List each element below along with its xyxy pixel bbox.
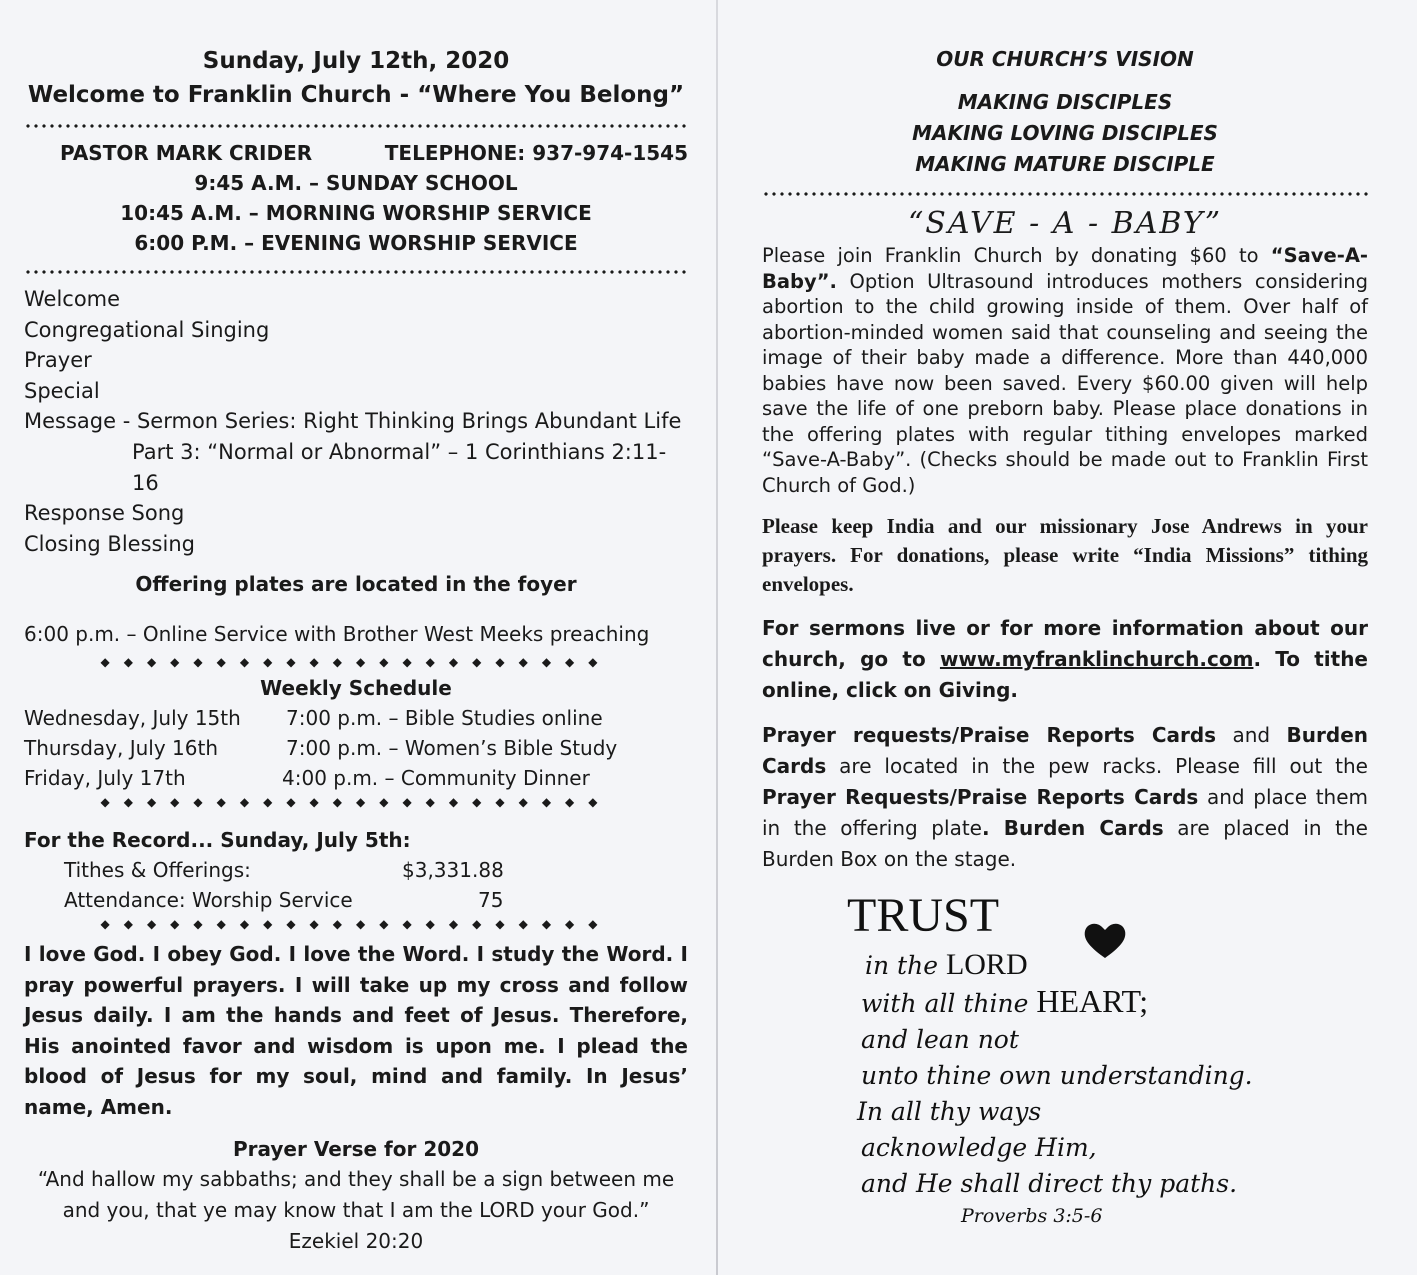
tithes-value: $3,331.88 — [402, 858, 504, 883]
save-a-baby-body: Option Ultrasound introduces mothers considering abortion to the child growing inside of them. Over half of abortion-minded women said that counseling and seeing the image of their baby made a difference. More than 440,000 babies have now been saved. Every $60.00 given will help save the life of one preborn baby. Please place donations in the offering plates with regular tithing envelopes marked “Save-A-Baby”. (Checks should be made out to Franklin First Church of God.) — [762, 269, 1368, 497]
schedule-row — [24, 703, 688, 733]
prayer-verse-title: Prayer Verse for 2020 — [232, 1137, 479, 1162]
schedule-event: 4:00 p.m. – Community Dinner — [282, 766, 590, 791]
order-item: Welcome — [24, 287, 121, 311]
save-a-baby-intro: Please join Franklin Church by donating $60 to — [762, 244, 1259, 267]
vision-item: MAKING DISCIPLES — [957, 90, 1173, 114]
schedule-event: 7:00 p.m. – Women’s Bible Study — [286, 736, 618, 761]
vision-title: OUR CHURCH’S VISION — [936, 47, 1194, 71]
pastor-name: PASTOR MARK CRIDER — [60, 141, 313, 165]
service-time: 9:45 A.M. – SUNDAY SCHOOL — [194, 171, 518, 195]
order-item: Congregational Singing — [24, 317, 270, 342]
verse-line — [845, 983, 1315, 1022]
church-website-link[interactable]: www.myfranklinchurch.com — [939, 647, 1254, 671]
tithes-row — [24, 855, 688, 885]
sermons-note — [762, 613, 1368, 706]
verse-line: unto thine own understanding. — [861, 1061, 1253, 1090]
bulletin-date: Sunday, July 12th, 2020 — [202, 48, 510, 74]
order-item: Special — [24, 378, 100, 403]
daily-prayer: I love God. I obey God. I love the Word. I study the Word. I pray powerful prayers. I will take up my cross and follow Jesus daily. I am the hands and feet of Jesus. Therefore, His anointed favor and wisdom is upon me. I plead the blood of Jesus for my soul, mind and family. In Jesus’ name, Amen. — [24, 942, 688, 1119]
dotted-divider — [24, 122, 688, 130]
prayer-verse-line: “And hallow my sabbaths; and they shall be a sign between me — [37, 1167, 675, 1192]
vision-item: MAKING MATURE DISCIPLE — [915, 152, 1215, 176]
verse-text: in the — [865, 951, 946, 980]
verse-lord: LORD — [945, 948, 1028, 981]
india-missions-note: Please keep India and our missionary Jose Andrews in your prayers. For donations, please write “India Missions” tithing envelopes. — [762, 514, 1368, 596]
verse-trust: TRUST — [847, 889, 1000, 942]
verse-reference: Proverbs 3:5-6 — [961, 1205, 1103, 1227]
save-a-baby-name: “Save-A-Baby”. — [762, 244, 1368, 293]
prayer-verse-line: and you, that ye may know that I am the LORD your God.” — [62, 1198, 650, 1223]
dotted-divider — [762, 190, 1368, 198]
weekly-schedule-title: Weekly Schedule — [260, 676, 452, 701]
weekly-schedule — [24, 703, 688, 793]
proverbs-verse-art — [845, 889, 1315, 1230]
record-title: For the Record... Sunday, July 5th: — [24, 828, 411, 853]
online-service: 6:00 p.m. – Online Service with Brother West Meeks preaching — [24, 622, 650, 647]
diamond-divider: ◆◆◆◆◆◆◆◆◆◆◆◆◆◆◆◆◆◆◆◆◆◆ — [100, 917, 612, 932]
order-of-service — [24, 284, 688, 559]
cards-note — [762, 720, 1368, 875]
service-time: 6:00 P.M. – EVENING WORSHIP SERVICE — [134, 231, 578, 255]
cards-text: are placed in the Burden Box on the stage. — [762, 816, 1368, 871]
verse-line: and He shall direct thy paths. — [861, 1169, 1238, 1198]
telephone: TELEPHONE: 937-974-1545 — [384, 141, 688, 165]
sermons-text: For sermons live or for more information about our church, go to — [762, 616, 1368, 671]
order-item: Prayer — [24, 348, 92, 373]
tithes-label: Tithes & Offerings: — [64, 858, 251, 883]
order-item: Closing Blessing — [24, 531, 195, 556]
diamond-divider: ◆◆◆◆◆◆◆◆◆◆◆◆◆◆◆◆◆◆◆◆◆◆ — [100, 795, 612, 810]
sermons-text-end: . To tithe online, click on Giving. — [762, 647, 1368, 702]
cards-bold: Prayer Requests/Praise Reports Cards — [762, 785, 1199, 809]
schedule-row — [24, 763, 688, 793]
cards-text: and place them in the offering plate — [762, 785, 1369, 840]
schedule-day: Friday, July 17th — [24, 766, 186, 791]
verse-line: and lean not — [861, 1025, 1019, 1054]
schedule-event: 7:00 p.m. – Bible Studies online — [286, 706, 603, 731]
attendance-row — [24, 885, 688, 915]
verse-heart: HEART; — [1036, 983, 1149, 1019]
verse-line: In all thy ways — [857, 1097, 1042, 1126]
welcome-heading: Welcome to Franklin Church - “Where You Belong” — [27, 82, 685, 108]
order-item: Message - Sermon Series: Right Thinking Brings Abundant Life — [24, 409, 682, 434]
heart-icon — [1081, 920, 1129, 960]
dotted-divider — [24, 268, 688, 276]
prayer-verse-reference: Ezekiel 20:20 — [288, 1229, 424, 1254]
vision-item: MAKING LOVING DISCIPLES — [912, 121, 1218, 145]
schedule-row — [24, 733, 688, 763]
diamond-divider: ◆◆◆◆◆◆◆◆◆◆◆◆◆◆◆◆◆◆◆◆◆◆ — [100, 655, 612, 670]
save-a-baby-text — [762, 243, 1368, 498]
cards-bold: Burden Cards — [762, 723, 1368, 778]
save-a-baby-title: “SAVE - A - BABY” — [907, 206, 1223, 241]
left-page — [24, 44, 688, 1257]
pastor-row — [24, 138, 688, 168]
attendance-label: Attendance: Worship Service — [64, 888, 353, 913]
cards-text: and — [1216, 723, 1287, 747]
cards-text: are located in the pew racks. Please fill out the — [826, 754, 1368, 778]
order-item: Response Song — [24, 501, 185, 526]
offering-note: Offering plates are located in the foyer — [135, 572, 577, 597]
verse-text: with all thine — [861, 989, 1037, 1018]
attendance-value: 75 — [478, 888, 504, 913]
verse-line: acknowledge Him, — [861, 1133, 1097, 1162]
cards-bold: Prayer requests/Praise Reports Cards — [762, 723, 1217, 747]
schedule-day: Wednesday, July 15th — [24, 706, 241, 731]
page-fold — [716, 0, 718, 1275]
verse-line — [845, 948, 1315, 983]
service-time: 10:45 A.M. – MORNING WORSHIP SERVICE — [120, 201, 592, 225]
schedule-day: Thursday, July 16th — [24, 736, 219, 761]
order-item: Part 3: “Normal or Abnormal” – 1 Corinthians 2:11-16 — [132, 439, 667, 495]
cards-bold: . Burden Cards — [981, 816, 1164, 840]
right-page — [762, 44, 1368, 875]
